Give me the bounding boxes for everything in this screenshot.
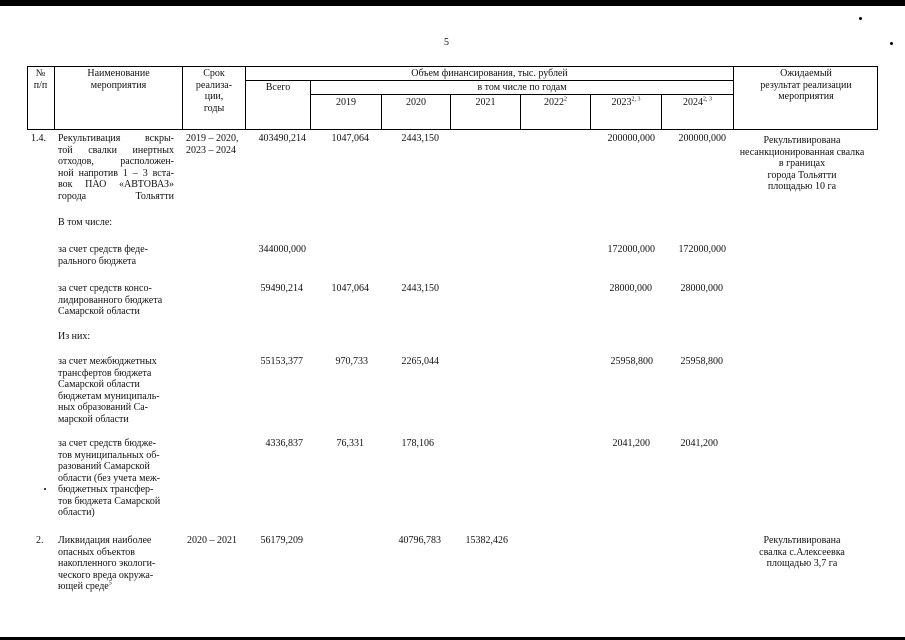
row-transfers-2024: 25958,800 <box>680 356 723 367</box>
row-1-4-total: 403490,214 <box>258 133 306 144</box>
row-divider <box>245 80 733 81</box>
row-transfers-name: за счет межбюджетных трансфертов бюджета Самарской области бюджетам муниципаль- ных образований Са- марской области <box>58 356 160 425</box>
row-municipal-2024: 2041,200 <box>680 438 718 449</box>
header-year-2022: 2022$^2$ <box>544 96 567 108</box>
row-transfers-2023: 25958,800 <box>610 356 653 367</box>
row-municipal-total: 4336,837 <box>265 438 303 449</box>
scan-top-border <box>0 0 905 6</box>
row-transfers-2019: 970,733 <box>335 356 368 367</box>
header-year-2021: 2021 <box>475 97 496 108</box>
header-by-years: в том числе по годам <box>477 82 567 93</box>
subtotal-heading: В том числе: <box>58 217 113 228</box>
row-2-name: Ликвидация наиболее опасных объектов накопленного экологи- ческого вреда окружа- ющей среде$^5$ <box>58 535 156 592</box>
row-federal-name: за счет средств феде- рального бюджета <box>58 244 148 267</box>
row-consolidated-total: 59490,214 <box>260 283 303 294</box>
row-consolidated-2024: 28000,000 <box>680 283 723 294</box>
header-year-2019: 2019 <box>336 97 356 108</box>
header-year-2024: 2024$^{2, 3}$ <box>683 96 712 108</box>
row-consolidated-2023: 28000,000 <box>609 283 652 294</box>
row-1-4-2024: 200000,000 <box>678 133 726 144</box>
header-term: Срок реализа- ции, годы <box>195 68 233 114</box>
scan-speck <box>44 488 46 490</box>
row-consolidated-2020: 2443,150 <box>401 283 439 294</box>
of-them-heading: Из них: <box>58 331 91 342</box>
scan-speck <box>890 42 893 45</box>
row-2-term: 2020 – 2021 <box>187 535 237 546</box>
row-municipal-2019: 76,331 <box>336 438 364 449</box>
row-1-4-2019: 1047,064 <box>331 133 369 144</box>
row-1-4-name: Рекультивация вскры- той свалки инертных отходов, расположен- ной напротив 1 – 3 вста- вок ПАО «АВТОВАЗ» города Тольятти <box>58 133 174 202</box>
row-1-4-2020: 2443,150 <box>401 133 439 144</box>
row-federal-2023: 172000,000 <box>607 244 655 255</box>
row-1-4-result: Рекультивирована несанкционированная свалка в границах города Тольятти площадью 10 га <box>739 135 865 192</box>
row-transfers-total: 55153,377 <box>260 356 303 367</box>
scan-speck <box>859 17 862 20</box>
row-2-2020: 40796,783 <box>398 535 441 546</box>
row-consolidated-2019: 1047,064 <box>331 283 369 294</box>
header-total: Всего <box>265 82 291 93</box>
row-federal-total: 344000,000 <box>258 244 306 255</box>
row-2-2021: 15382,426 <box>465 535 508 546</box>
page-number: 5 <box>444 37 449 48</box>
header-volume: Объем финансирования, тыс. рублей <box>411 68 568 79</box>
row-municipal-name: за счет средств бюдже- тов муниципальных об- разований Самарской области (без учета меж- бюджетных трансфер- тов бюджета Самарской области) <box>58 438 161 518</box>
row-2-num: 2. <box>36 535 44 546</box>
header-year-2023: 2023$^{2, 3}$ <box>611 96 641 108</box>
header-name: Наименование мероприятия <box>87 68 150 91</box>
row-2-total: 56179,209 <box>260 535 303 546</box>
row-consolidated-name: за счет средств консо- лидированного бюджета Самарской области <box>58 283 163 317</box>
row-1-4-2023: 200000,000 <box>607 133 655 144</box>
row-2-result: Рекультивирована свалка с.Алексеевка площадью 3,7 га <box>759 535 845 569</box>
row-1-4-num: 1.4. <box>31 133 46 144</box>
row-municipal-2023: 2041,200 <box>612 438 650 449</box>
row-transfers-2020: 2265,044 <box>401 356 439 367</box>
row-1-4-term: 2019 – 2020, 2023 – 2024 <box>186 133 239 156</box>
row-divider <box>310 94 733 95</box>
header-result: Ожидаемый результат реализации мероприятия <box>760 68 852 102</box>
header-year-2020: 2020 <box>406 97 426 108</box>
row-municipal-2020: 178,106 <box>401 438 434 449</box>
header-num: № п/п <box>33 68 48 91</box>
row-federal-2024: 172000,000 <box>678 244 726 255</box>
